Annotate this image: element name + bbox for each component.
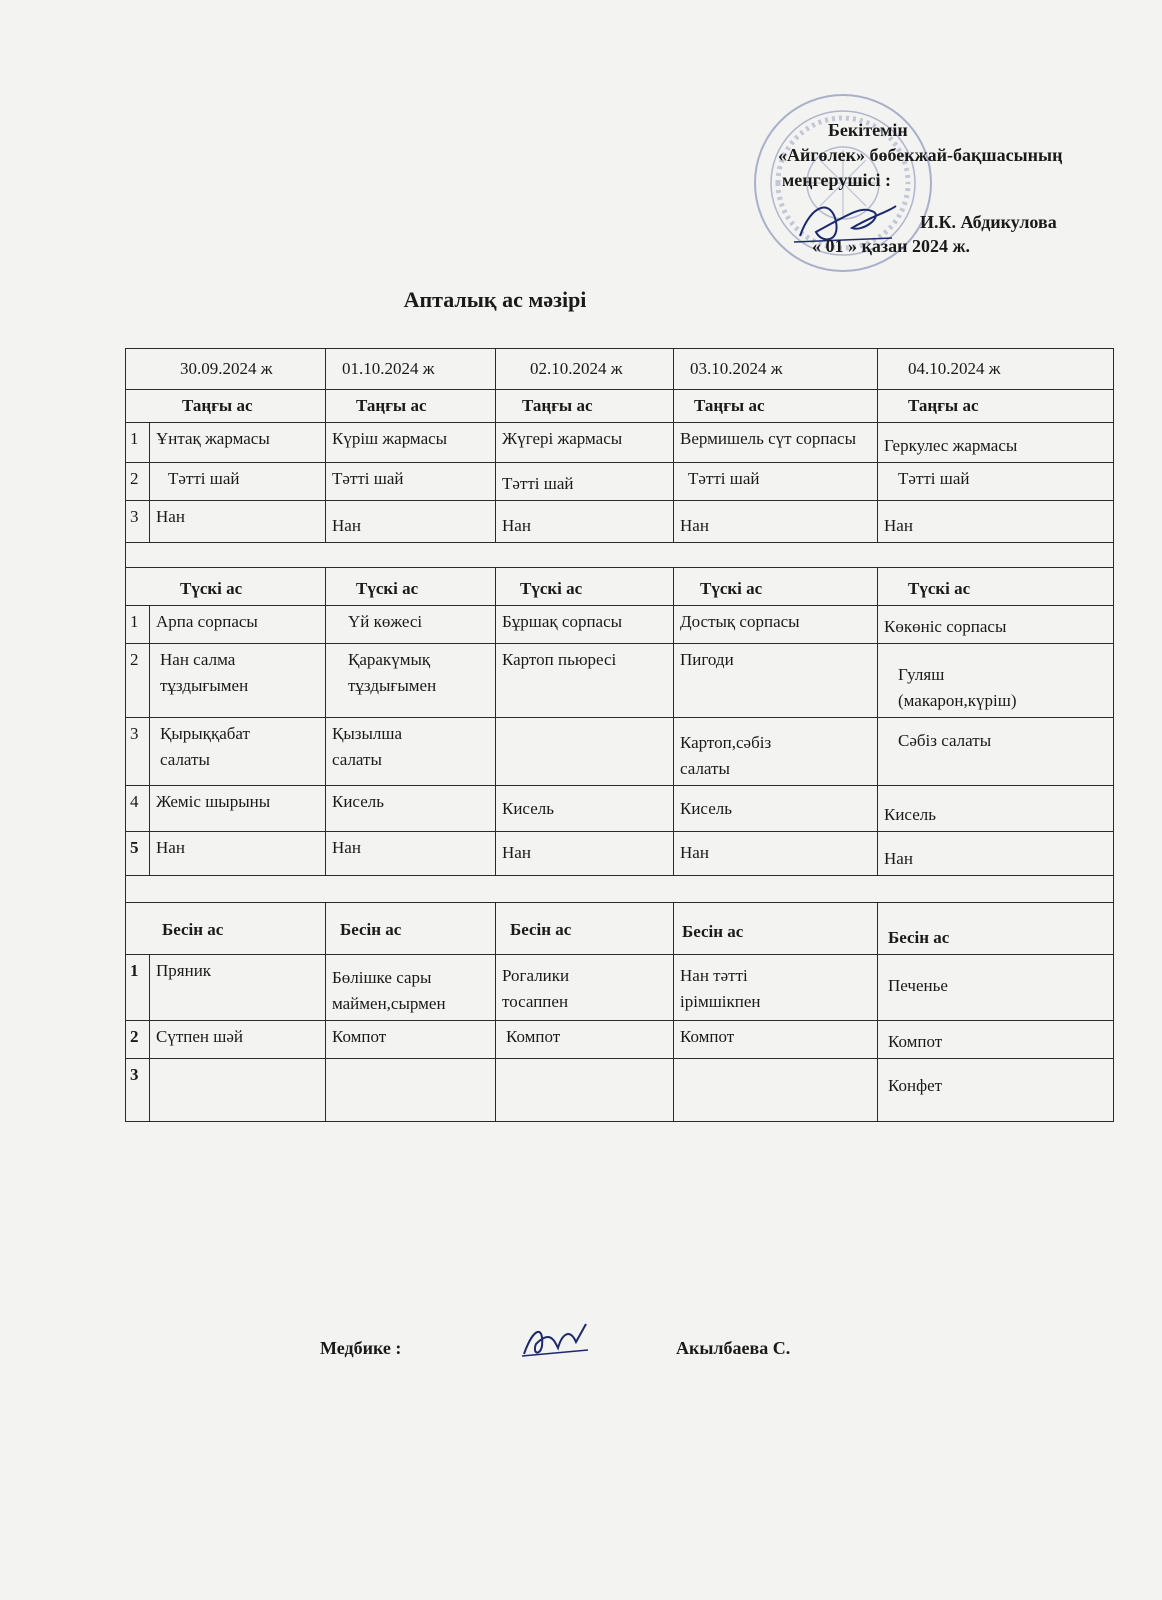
meal-header: Түскі ас (674, 568, 878, 606)
menu-cell: Кисель (878, 786, 1114, 832)
table-row (126, 423, 1114, 463)
date-cell: 03.10.2024 ж (674, 349, 878, 390)
approval-name: И.К. Абдикулова (920, 212, 1057, 232)
menu-cell: Кисель (496, 786, 674, 832)
row-number: 4 (126, 786, 150, 832)
menu-cell: Тәтті шай (326, 463, 496, 501)
meal-header: Түскі ас (326, 568, 496, 606)
menu-cell: Көкөніс сорпасы (878, 606, 1114, 644)
menu-cell (150, 1059, 326, 1122)
table-row (126, 786, 1114, 832)
date-row (126, 349, 1114, 390)
table-row (126, 718, 1114, 786)
menu-cell: Рогалики тосаппен (496, 955, 674, 1021)
menu-cell: Нан (878, 832, 1114, 876)
approval-date: « 01 » қазан 2024 ж. (812, 236, 971, 256)
menu-cell: Ұнтақ жармасы (150, 423, 326, 463)
date-cell: 04.10.2024 ж (878, 349, 1114, 390)
menu-cell: Компот (878, 1021, 1114, 1059)
menu-cell: Конфет (878, 1059, 1114, 1122)
menu-cell (674, 1059, 878, 1122)
menu-cell: Компот (496, 1021, 674, 1059)
menu-cell: Нан (674, 832, 878, 876)
meal-header: Түскі ас (878, 568, 1114, 606)
menu-cell: Нан (674, 501, 878, 543)
weekly-menu-table (125, 348, 1114, 1122)
spacer-row (126, 543, 1114, 568)
spacer-row (126, 876, 1114, 903)
table-row (126, 501, 1114, 543)
menu-cell: Нан (150, 832, 326, 876)
table-row (126, 1021, 1114, 1059)
meal-header: Таңғы ас (496, 390, 674, 423)
menu-cell: Сүтпен шәй (150, 1021, 326, 1059)
row-number: 2 (126, 463, 150, 501)
approval-position: меңгерушісі : (782, 170, 892, 190)
lunch-header-row (126, 568, 1114, 606)
nurse-label: Медбике : (320, 1338, 402, 1358)
menu-cell: Компот (326, 1021, 496, 1059)
menu-cell (326, 1059, 496, 1122)
row-number: 3 (126, 718, 150, 786)
menu-cell: Нан (496, 832, 674, 876)
meal-header: Бесін ас (674, 903, 878, 955)
menu-cell: Күріш жармасы (326, 423, 496, 463)
menu-cell: Қызылша салаты (326, 718, 496, 786)
menu-cell: Тәтті шай (150, 463, 326, 501)
meal-header: Бесін ас (878, 903, 1114, 955)
menu-cell: Достық сорпасы (674, 606, 878, 644)
menu-cell: Жүгері жармасы (496, 423, 674, 463)
row-number: 1 (126, 423, 150, 463)
menu-cell: Үй көжесі (326, 606, 496, 644)
menu-cell: Пигоди (674, 644, 878, 718)
meal-header: Таңғы ас (878, 390, 1114, 423)
breakfast-header-row (126, 390, 1114, 423)
spacer-cell (126, 543, 1114, 568)
date-cell: 02.10.2024 ж (496, 349, 674, 390)
row-number: 2 (126, 1021, 150, 1059)
nurse-name: Акылбаева С. (676, 1338, 791, 1358)
menu-cell: Қаракүмық тұздығымен (326, 644, 496, 718)
menu-cell: Бұршақ сорпасы (496, 606, 674, 644)
menu-cell: Жеміс шырыны (150, 786, 326, 832)
menu-cell (496, 1059, 674, 1122)
menu-cell: Нан тәтті ірімшікпен (674, 955, 878, 1021)
spacer-cell (126, 876, 1114, 903)
menu-cell: Нан (878, 501, 1114, 543)
menu-cell: Картоп,сәбіз салаты (674, 718, 878, 786)
row-number: 3 (126, 1059, 150, 1122)
date-cell: 01.10.2024 ж (326, 349, 496, 390)
row-number: 2 (126, 644, 150, 718)
meal-header: Түскі ас (496, 568, 674, 606)
menu-cell: Компот (674, 1021, 878, 1059)
menu-cell: Арпа сорпасы (150, 606, 326, 644)
menu-cell: Сәбіз салаты (878, 718, 1114, 786)
meal-header: Бесін ас (126, 903, 326, 955)
table-row (126, 1059, 1114, 1122)
table-row (126, 606, 1114, 644)
meal-header: Түскі ас (126, 568, 326, 606)
menu-cell: Тәтті шай (496, 463, 674, 501)
menu-cell: Нан салма тұздығымен (150, 644, 326, 718)
page-title-text: Апталық ас мәзірі (403, 287, 587, 312)
table-row (126, 955, 1114, 1021)
row-number: 5 (126, 832, 150, 876)
nurse-signature (520, 1320, 590, 1360)
page-title (0, 287, 760, 313)
menu-cell (496, 718, 674, 786)
meal-header: Таңғы ас (126, 390, 326, 423)
menu-cell: Тәтті шай (674, 463, 878, 501)
menu-cell: Геркулес жармасы (878, 423, 1114, 463)
menu-cell: Кисель (326, 786, 496, 832)
menu-cell: Нан (326, 832, 496, 876)
meal-header: Бесін ас (496, 903, 674, 955)
table-row (126, 463, 1114, 501)
row-number: 1 (126, 606, 150, 644)
menu-cell: Нан (150, 501, 326, 543)
menu-cell: Қырыққабат салаты (150, 718, 326, 786)
menu-cell: Нан (326, 501, 496, 543)
row-number: 3 (126, 501, 150, 543)
menu-cell: Картоп пьюресі (496, 644, 674, 718)
menu-cell: Печенье (878, 955, 1114, 1021)
meal-header: Бесін ас (326, 903, 496, 955)
snack-header-row (126, 903, 1114, 955)
menu-cell: Гуляш (макарон,күріш) (878, 644, 1114, 718)
menu-cell: Кисель (674, 786, 878, 832)
meal-header: Таңғы ас (326, 390, 496, 423)
menu-cell: Тәтті шай (878, 463, 1114, 501)
menu-cell: Пряник (150, 955, 326, 1021)
menu-cell: Вермишель сүт сорпасы (674, 423, 878, 463)
date-cell: 30.09.2024 ж (126, 349, 326, 390)
approval-heading: Бекітемін (828, 120, 908, 140)
approval-organization: «Айгөлек» бөбекжай-бақшасының (778, 145, 1063, 165)
menu-cell: Бөлішке сары маймен,сырмен (326, 955, 496, 1021)
table-row (126, 832, 1114, 876)
menu-cell: Нан (496, 501, 674, 543)
table-row (126, 644, 1114, 718)
row-number: 1 (126, 955, 150, 1021)
meal-header: Таңғы ас (674, 390, 878, 423)
